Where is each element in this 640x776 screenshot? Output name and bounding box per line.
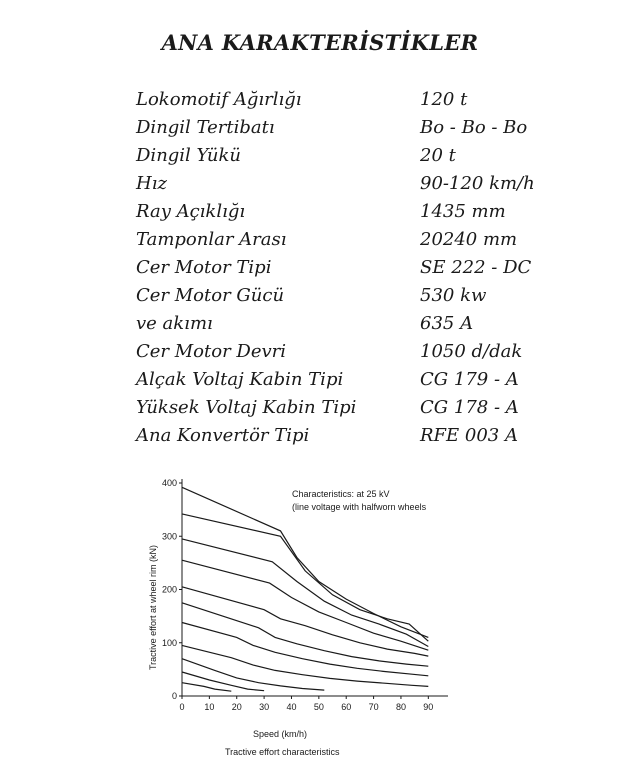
y-tick-label: 0 (171, 691, 177, 701)
spec-label: Yüksek Voltaj Kabin Tipi (136, 397, 357, 418)
tractive-effort-curve (182, 603, 428, 666)
chart-caption: Tractive effort characteristics (225, 747, 340, 757)
spec-value: 20 t (420, 145, 456, 166)
tractive-effort-curve (182, 645, 428, 686)
spec-label: Hız (136, 173, 167, 194)
spec-value: CG 178 - A (420, 397, 519, 418)
y-tick-label: 200 (161, 584, 177, 595)
spec-value: RFE 003 A (420, 425, 518, 446)
x-tick-label: 90 (423, 702, 434, 712)
spec-label: Ray Açıklığı (136, 201, 246, 222)
x-tick-label: 30 (259, 702, 270, 712)
spec-value: CG 179 - A (420, 369, 519, 390)
spec-label: Cer Motor Devri (136, 341, 287, 362)
spec-label: ve akımı (136, 313, 213, 334)
spec-value: Bo - Bo - Bo (420, 117, 528, 138)
x-tick-label: 50 (313, 702, 324, 712)
spec-value: SE 222 - DC (420, 257, 532, 278)
chart-annotation-line1: Characteristics: at 25 kV (292, 489, 390, 499)
chart-annotation-line2: (line voltage with halfworn wheels (292, 502, 427, 512)
x-tick-label: 60 (341, 702, 352, 712)
spec-label: Alçak Voltaj Kabin Tipi (136, 369, 344, 390)
spec-value: 1050 d/dak (420, 341, 523, 362)
spec-label: Dingil Yükü (136, 145, 241, 166)
spec-label: Cer Motor Gücü (136, 285, 285, 306)
spec-value: 90-120 km/h (420, 173, 535, 194)
page-title: ANA KARAKTERİSTİKLER (161, 30, 479, 55)
spec-value: 20240 mm (420, 229, 518, 250)
spec-label: Ana Konvertör Tipi (136, 425, 310, 446)
x-tick-label: 70 (368, 702, 379, 712)
y-tick-label: 100 (161, 637, 177, 648)
x-tick-label: 80 (395, 702, 406, 712)
x-tick-label: 10 (204, 702, 215, 712)
spec-value: 530 kw (420, 285, 487, 306)
x-axis-label: Speed (km/h) (253, 729, 308, 739)
y-tick-label: 400 (161, 478, 177, 488)
spec-label: Lokomotif Ağırlığı (136, 89, 302, 110)
spec-value: 635 A (420, 313, 474, 334)
tractive-effort-chart (140, 470, 480, 770)
spec-label: Cer Motor Tipi (136, 257, 272, 278)
spec-label: Dingil Tertibatı (136, 117, 275, 138)
spec-value: 120 t (420, 89, 468, 110)
x-tick-label: 40 (286, 702, 297, 712)
tractive-effort-curve (182, 539, 428, 647)
spec-label: Tamponlar Arası (136, 229, 287, 250)
x-tick-label: 0 (179, 702, 185, 712)
x-tick-label: 20 (231, 702, 242, 712)
y-tick-label: 300 (161, 531, 177, 542)
y-axis-label: Tractive effort at wheel rim (kN) (148, 544, 158, 670)
spec-value: 1435 mm (420, 201, 506, 222)
tractive-effort-curve (182, 560, 428, 650)
